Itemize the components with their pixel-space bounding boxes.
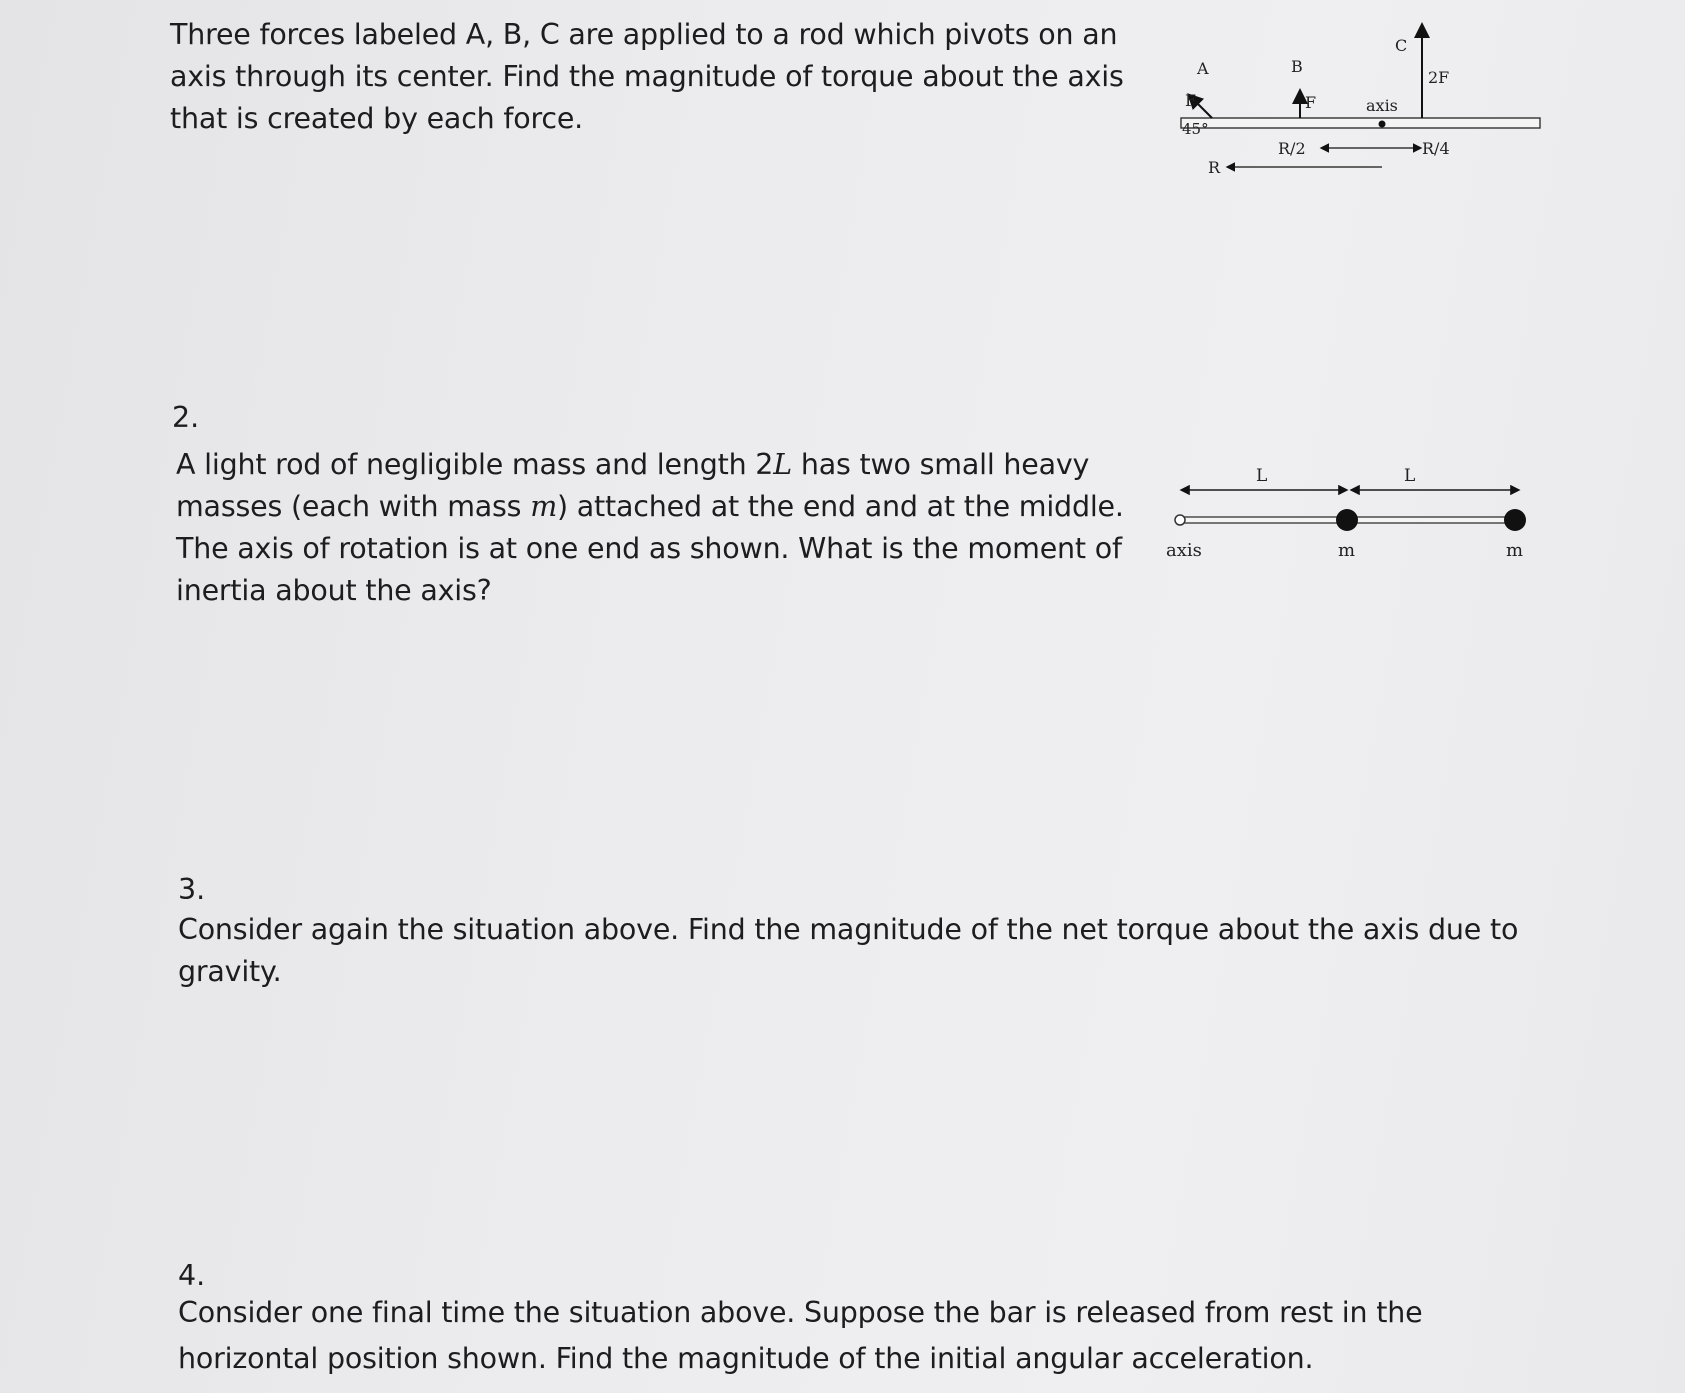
label-c: C (1395, 36, 1408, 55)
axis-point (1379, 121, 1386, 128)
label-angle: 45° (1182, 120, 1209, 138)
label-force-b: F (1305, 93, 1317, 112)
label-r2: R/2 (1278, 139, 1306, 158)
question-4-text: Consider one final time the situation above. Suppose the bar is released from rest in the horizontal position shown. Find the magnitude of the initial angular acceleration. (178, 1296, 1423, 1375)
question-2-number: 2. (172, 401, 200, 434)
label-r: R (1208, 158, 1221, 177)
label-a: A (1197, 59, 1209, 78)
rod (1181, 118, 1540, 128)
label-m2: m (1506, 540, 1524, 561)
label-l2: L (1404, 466, 1416, 486)
rod-masses-diagram (1160, 455, 1540, 575)
label-l1: L (1256, 466, 1268, 486)
question-3-number: 3. (178, 873, 206, 906)
label-axis-2: axis (1166, 540, 1202, 561)
label-m1: m (1338, 540, 1356, 561)
question-2-text: A light rod of negligible mass and length 2L has two small heavy masses (each with mass m) attached at the end and at the middle. The axis of rotation is at one end as shown. What is the moment of inertia about the axis? (176, 448, 1124, 607)
mass-middle (1336, 509, 1358, 531)
question-1-text: Three forces labeled A, B, C are applied to a rod which pivots on an axis through its center. Find the magnitude of torque about the axis that is created by each force. (170, 18, 1124, 135)
label-b: B (1291, 57, 1303, 76)
question-3-text: Consider again the situation above. Find the magnitude of the net torque about the axis due to gravity. (178, 913, 1519, 988)
label-force-a: F (1185, 91, 1197, 110)
forces-diagram (1150, 10, 1550, 190)
label-axis: axis (1366, 96, 1398, 115)
pivot-axis (1175, 515, 1185, 525)
question-4-number: 4. (178, 1259, 206, 1292)
mass-end (1504, 509, 1526, 531)
label-r4: R/4 (1422, 139, 1450, 158)
label-2f: 2F (1428, 68, 1450, 87)
